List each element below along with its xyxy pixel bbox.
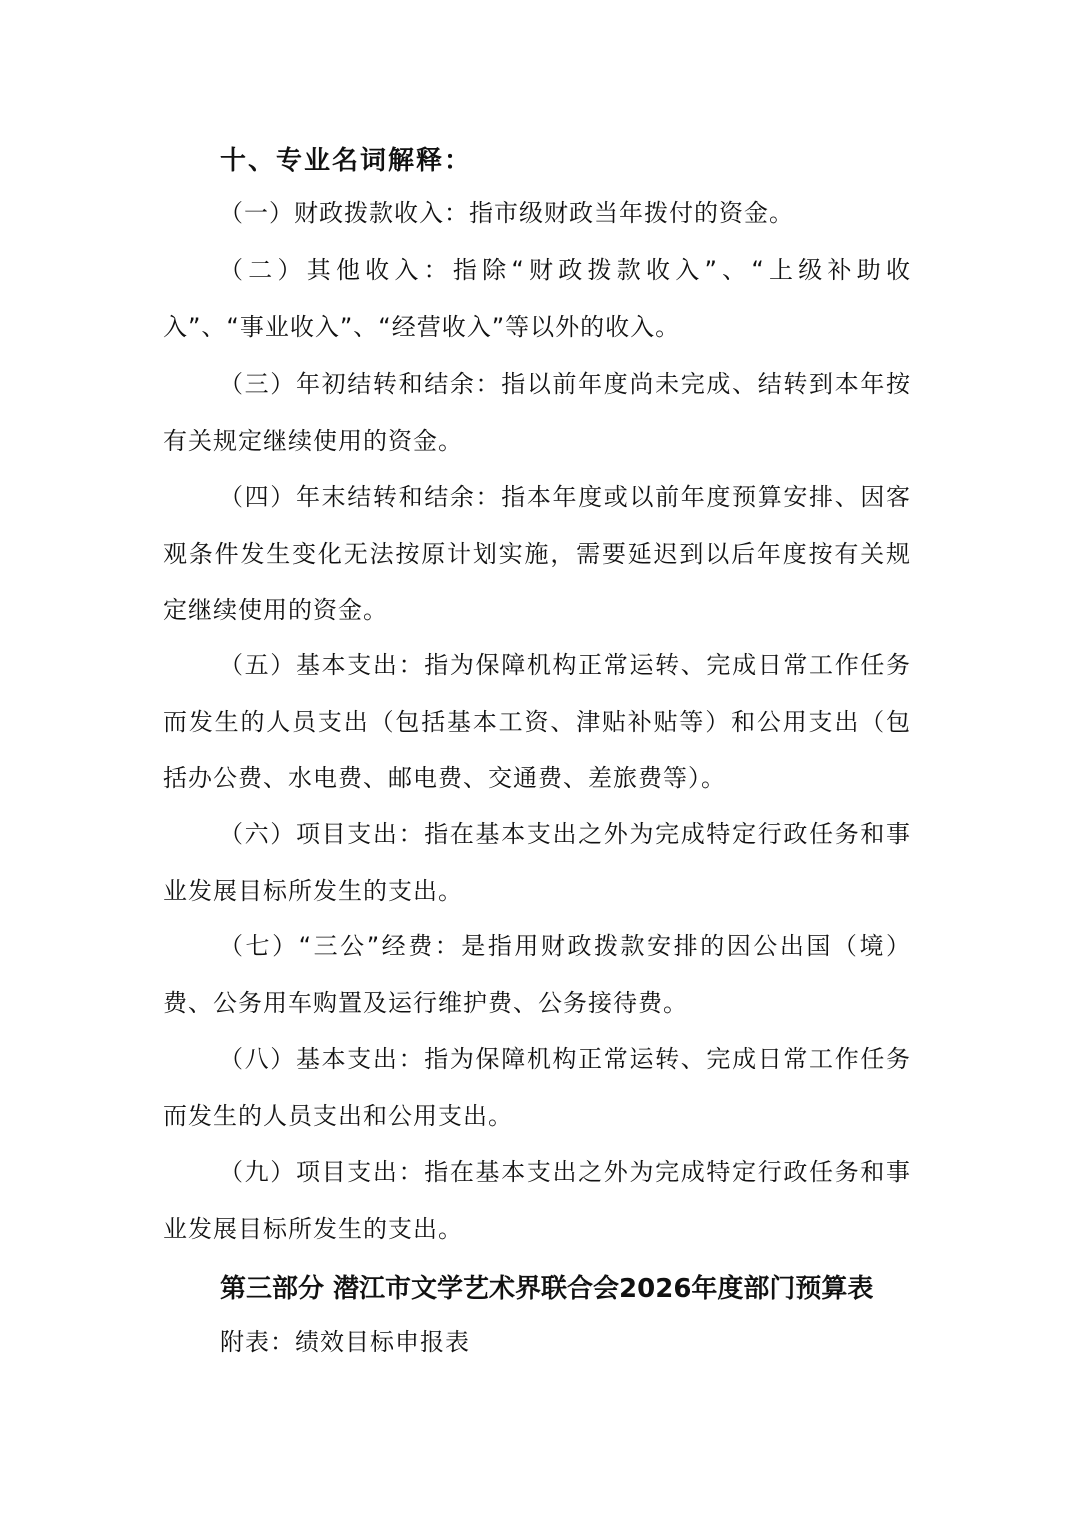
term-paragraph: （一）财政拨款收入：指市级财政当年拨付的资金。 [219,199,794,227]
term-paragraph: （二）其他收入：指除“财政拨款收入”、“上级补助收入”、“事业收入”、“经营收入”等以外的收入。 [163,256,911,341]
part-title: 第三部分 潜江市文学艺术界联合会2026年度部门预算表 [220,1274,874,1304]
term-paragraph: （四）年末结转和结余：指本年度或以前年度预算安排、因客观条件发生变化无法按原计划实施，需要延迟到以后年度按有关规定继续使用的资金。 [163,483,911,624]
term-paragraph: （三）年初结转和结余：指以前年度尚未完成、结转到本年按有关规定继续使用的资金。 [163,370,911,455]
term-paragraph: （五）基本支出：指为保障机构正常运转、完成日常工作任务而发生的人员支出（包括基本工资、津贴补贴等）和公用支出（包括办公费、水电费、邮电费、交通费、差旅费等）。 [163,651,911,792]
term-paragraph: （八）基本支出：指为保障机构正常运转、完成日常工作任务而发生的人员支出和公用支出。 [163,1045,911,1130]
term-paragraph: （九）项目支出：指在基本支出之外为完成特定行政任务和事业发展目标所发生的支出。 [163,1158,911,1243]
appendix-label: 附表：绩效目标申报表 [220,1328,470,1356]
term-paragraph: （六）项目支出：指在基本支出之外为完成特定行政任务和事业发展目标所发生的支出。 [163,820,911,905]
term-paragraph: （七）“三公”经费：是指用财政拨款安排的因公出国（境）费、公务用车购置及运行维护费、公务接待费。 [163,932,911,1017]
section-heading: 十、专业名词解释： [220,146,473,176]
